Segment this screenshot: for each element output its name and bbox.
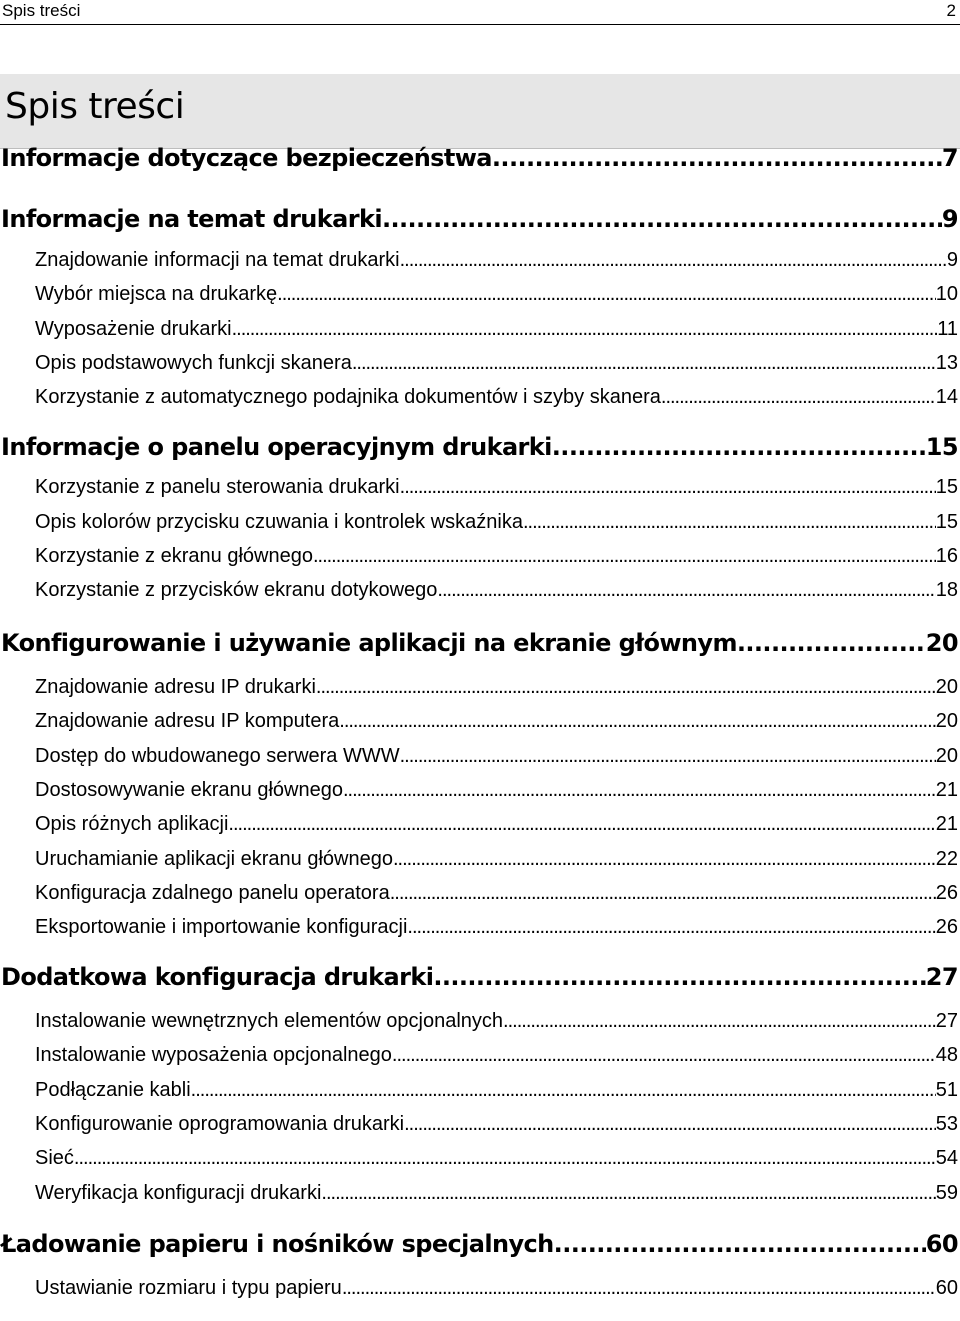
toc-entry-title: Konfigurowanie oprogramowania drukarki	[35, 1113, 405, 1135]
toc-section-entry[interactable]	[0, 710, 960, 733]
toc-entry-page-number: 27	[925, 963, 958, 991]
toc-entry-title: Eksportowanie i importowanie konfiguracji	[35, 916, 408, 938]
toc-chapter-entry[interactable]	[0, 144, 960, 172]
toc-entry-page-number: 7	[941, 144, 958, 172]
toc-entry-page-number: 11	[937, 318, 958, 340]
toc-entry-page-number: 20	[935, 676, 958, 698]
toc-section-entry[interactable]	[0, 511, 960, 534]
toc-dot-leader	[342, 1277, 936, 1300]
toc-section-entry[interactable]	[0, 386, 960, 409]
toc-entry-title: Znajdowanie informacji na temat drukarki	[35, 249, 400, 271]
toc-entry-title: Sieć	[35, 1147, 74, 1169]
toc-dot-leader	[407, 916, 935, 939]
toc-dot-leader	[232, 318, 938, 341]
toc-entry-title: Weryfikacja konfiguracji drukarki	[35, 1182, 322, 1204]
toc-dot-leader	[191, 1079, 936, 1102]
toc-dot-leader	[437, 579, 935, 602]
toc-entry-page-number: 54	[935, 1147, 958, 1169]
page-title: Spis treści	[5, 86, 185, 127]
toc-dot-leader	[554, 1230, 926, 1258]
toc-entry-title: Dostosowywanie ekranu głównego	[35, 779, 343, 801]
toc-section-entry[interactable]	[0, 352, 960, 375]
toc-dot-leader	[339, 710, 935, 733]
toc-entry-page-number: 14	[935, 386, 958, 408]
toc-entry-title: Opis różnych aplikacji	[35, 813, 229, 835]
toc-entry-title: Korzystanie z ekranu głównego	[35, 545, 313, 567]
toc-entry-page-number: 15	[935, 511, 958, 533]
toc-chapter-entry[interactable]	[0, 629, 960, 657]
toc-entry-title: Informacje na temat drukarki	[1, 205, 382, 233]
toc-entry-title: Znajdowanie adresu IP drukarki	[35, 676, 316, 698]
toc-section-entry[interactable]	[0, 545, 960, 568]
toc-section-entry[interactable]	[0, 1277, 960, 1300]
toc-dot-leader	[400, 249, 947, 272]
toc-dot-leader	[737, 629, 926, 657]
toc-entry-page-number: 60	[925, 1230, 958, 1258]
toc-dot-leader	[523, 511, 936, 534]
toc-entry-title: Uruchamianie aplikacji ekranu głównego	[35, 848, 393, 870]
toc-entry-title: Konfigurowanie i używanie aplikacji na ekranie głównym	[1, 629, 737, 657]
toc-entry-title: Znajdowanie adresu IP komputera	[35, 710, 340, 732]
toc-entry-page-number: 16	[935, 545, 958, 567]
toc-dot-leader	[74, 1147, 936, 1170]
running-header-page-number: 2	[946, 1, 956, 20]
toc-chapter-entry[interactable]	[0, 205, 960, 233]
toc-dot-leader	[343, 779, 936, 802]
toc-entry-page-number: 20	[935, 710, 958, 732]
toc-entry-title: Informacje o panelu operacyjnym drukarki	[1, 433, 552, 461]
toc-dot-leader	[352, 352, 936, 375]
toc-section-entry[interactable]	[0, 848, 960, 871]
toc-dot-leader	[661, 386, 936, 409]
toc-dot-leader	[552, 433, 926, 461]
toc-dot-leader	[316, 676, 936, 699]
toc-section-entry[interactable]	[0, 745, 960, 768]
toc-entry-page-number: 53	[935, 1113, 958, 1135]
toc-entry-page-number: 21	[935, 779, 958, 801]
toc-entry-title: Konfiguracja zdalnego panelu operatora	[35, 882, 390, 904]
toc-dot-leader	[492, 144, 942, 172]
toc-dot-leader	[390, 882, 936, 905]
toc-section-entry[interactable]	[0, 579, 960, 602]
toc-dot-leader	[404, 1113, 936, 1136]
toc-entry-page-number: 13	[935, 352, 958, 374]
toc-entry-title: Korzystanie z przycisków ekranu dotykowego	[35, 579, 438, 601]
toc-entry-title: Opis podstawowych funkcji skanera	[35, 352, 352, 374]
toc-dot-leader	[400, 745, 936, 768]
toc-chapter-entry[interactable]	[0, 1230, 960, 1258]
toc-entry-title: Dodatkowa konfiguracja drukarki	[1, 963, 434, 991]
toc-entry-title: Korzystanie z panelu sterowania drukarki	[35, 476, 400, 498]
toc-section-entry[interactable]	[0, 249, 960, 272]
toc-dot-leader	[382, 205, 942, 233]
toc-entry-page-number: 60	[935, 1277, 958, 1299]
toc-entry-title: Ładowanie papieru i nośników specjalnych	[1, 1230, 554, 1258]
toc-section-entry[interactable]	[0, 1010, 960, 1033]
toc-dot-leader	[313, 545, 936, 568]
toc-section-entry[interactable]	[0, 1147, 960, 1170]
toc-chapter-entry[interactable]	[0, 433, 960, 461]
toc-section-entry[interactable]	[0, 283, 960, 306]
toc-dot-leader	[228, 813, 935, 836]
toc-section-entry[interactable]	[0, 318, 960, 341]
toc-dot-leader	[277, 283, 936, 306]
toc-entry-title: Podłączanie kabli	[35, 1079, 191, 1101]
toc-entry-title: Ustawianie rozmiaru i typu papieru	[35, 1277, 342, 1299]
toc-entry-page-number: 9	[946, 249, 958, 271]
toc-dot-leader	[503, 1010, 936, 1033]
toc-section-entry[interactable]	[0, 1182, 960, 1205]
toc-dot-leader	[393, 848, 936, 871]
toc-entry-page-number: 15	[935, 476, 958, 498]
toc-entry-title: Instalowanie wyposażenia opcjonalnego	[35, 1044, 392, 1066]
toc-entry-page-number: 27	[935, 1010, 958, 1032]
toc-entry-page-number: 9	[941, 205, 958, 233]
toc-entry-page-number: 18	[935, 579, 958, 601]
toc-chapter-entry[interactable]	[0, 963, 960, 991]
toc-entry-page-number: 26	[935, 882, 958, 904]
toc-section-entry[interactable]	[0, 882, 960, 905]
toc-section-entry[interactable]	[0, 1044, 960, 1067]
toc-entry-page-number: 51	[935, 1079, 958, 1101]
toc-entry-title: Opis kolorów przycisku czuwania i kontrolek wskaźnika	[35, 511, 523, 533]
toc-entry-title: Informacje dotyczące bezpieczeństwa	[1, 144, 492, 172]
running-header-title: Spis treści	[2, 1, 81, 20]
toc-section-entry[interactable]	[0, 813, 960, 836]
toc-dot-leader	[392, 1044, 936, 1067]
toc-section-entry[interactable]	[0, 1079, 960, 1102]
toc-dot-leader	[400, 476, 936, 499]
toc-section-entry[interactable]	[0, 916, 960, 939]
toc-entry-title: Korzystanie z automatycznego podajnika dokumentów i szyby skanera	[35, 386, 661, 408]
toc-entry-title: Instalowanie wewnętrznych elementów opcjonalnych	[35, 1010, 504, 1032]
toc-entry-page-number: 22	[935, 848, 958, 870]
toc-entry-title: Dostęp do wbudowanego serwera WWW	[35, 745, 400, 767]
toc-section-entry[interactable]	[0, 1113, 960, 1136]
toc-entry-title: Wybór miejsca na drukarkę	[35, 283, 278, 305]
toc-entry-page-number: 48	[935, 1044, 958, 1066]
toc-entry-page-number: 10	[935, 283, 958, 305]
toc-section-entry[interactable]	[0, 779, 960, 802]
toc-entry-page-number: 26	[935, 916, 958, 938]
toc-entry-page-number: 20	[935, 745, 958, 767]
toc-dot-leader	[433, 963, 925, 991]
toc-entry-page-number: 20	[925, 629, 958, 657]
toc-dot-leader	[321, 1182, 935, 1205]
toc-entry-page-number: 21	[935, 813, 958, 835]
toc-entry-page-number: 15	[925, 433, 958, 461]
toc-section-entry[interactable]	[0, 676, 960, 699]
toc-entry-page-number: 59	[935, 1182, 958, 1204]
toc-entry-title: Wyposażenie drukarki	[35, 318, 232, 340]
toc-section-entry[interactable]	[0, 476, 960, 499]
